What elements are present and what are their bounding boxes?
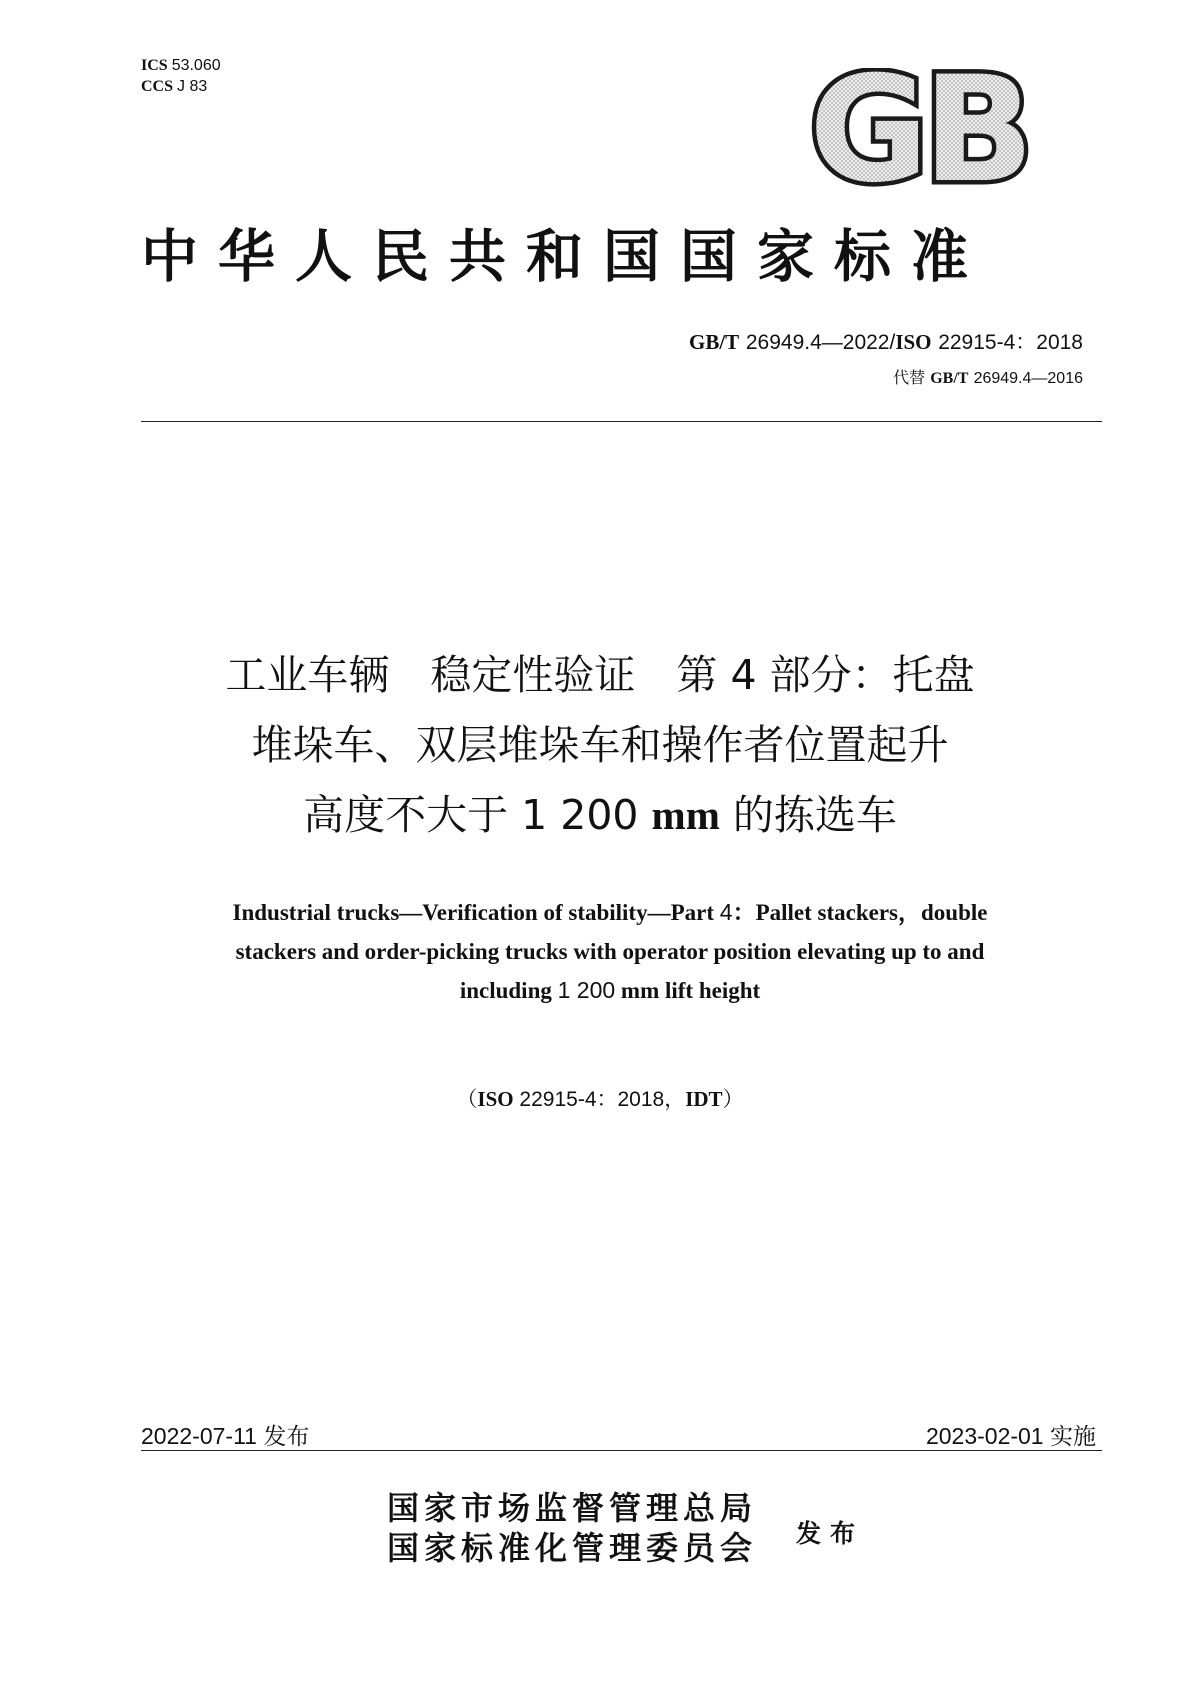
iso-reference bbox=[100, 1083, 1100, 1113]
chinese-title-line-3 bbox=[100, 780, 1100, 850]
ccs-label: CCS bbox=[141, 78, 174, 95]
issue-action-label: 发布 bbox=[796, 1519, 865, 1548]
iso-ref-mode: IDT bbox=[685, 1087, 723, 1111]
issuer-line-2: 国家标准化管理委员会 bbox=[387, 1529, 758, 1567]
replaces-prefix: GB/T bbox=[930, 370, 969, 387]
header-divider bbox=[141, 421, 1102, 422]
national-standard-title: 中华人民共和国国家标准 bbox=[141, 223, 988, 290]
iso-ref-number: 22915-4：2018， bbox=[513, 1088, 686, 1111]
english-title-line-2: stackers and order-picking trucks with operator position elevating up to and bbox=[235, 939, 985, 964]
iso-prefix: ISO bbox=[895, 330, 932, 354]
iso-number-value: 22915-4：2018 bbox=[938, 331, 1083, 354]
english-title-line-3-b: mm lift height bbox=[615, 978, 761, 1003]
ccs-value: J 83 bbox=[177, 78, 208, 95]
ics-label: ICS bbox=[141, 57, 168, 74]
english-title-line-1-b: ：Pallet stackers，double bbox=[732, 900, 988, 925]
iso-ref-open: （ bbox=[456, 1088, 478, 1111]
issue-date: 2022-07-11 发布 bbox=[141, 1423, 310, 1449]
ccs-code bbox=[141, 76, 221, 97]
english-title-part-number: 4 bbox=[719, 899, 733, 925]
std-number-value: 26949.4—2022/ bbox=[745, 331, 896, 354]
std-prefix: GB/T bbox=[688, 330, 740, 354]
chinese-title-line-1: 工业车辆 稳定性验证 第 4 部分：托盘 bbox=[225, 651, 975, 699]
issuer-line-1: 国家市场监督管理总局 bbox=[387, 1489, 758, 1527]
implementation-date: 2023-02-01 实施 bbox=[925, 1423, 1096, 1449]
chinese-title-unit: mm bbox=[651, 792, 720, 838]
standard-number bbox=[689, 326, 1083, 356]
classification-codes bbox=[141, 55, 221, 97]
iso-ref-prefix: ISO bbox=[477, 1087, 514, 1111]
gb-logo-text: GB bbox=[809, 68, 1029, 192]
english-title-height: 1 200 bbox=[557, 977, 616, 1003]
chinese-title bbox=[100, 640, 1100, 850]
replaces-standard bbox=[893, 365, 1083, 388]
issuing-authorities bbox=[387, 1488, 757, 1568]
chinese-title-line-3-a: 高度不大于 1 200 bbox=[303, 791, 652, 839]
english-title-line-3 bbox=[150, 971, 1070, 1010]
english-title-line-3-a: including bbox=[459, 978, 558, 1003]
footer-divider bbox=[141, 1450, 1102, 1451]
ics-value: 53.060 bbox=[171, 57, 221, 74]
chinese-title-line-3-b: 的拣选车 bbox=[719, 791, 897, 839]
replaces-number: 26949.4—2016 bbox=[973, 370, 1083, 387]
ics-code bbox=[141, 55, 221, 76]
english-title bbox=[150, 893, 1070, 1010]
gb-logo bbox=[805, 68, 1039, 192]
iso-ref-close: ） bbox=[722, 1088, 744, 1111]
chinese-title-line-2: 堆垛车、双层堆垛车和操作者位置起升 bbox=[251, 721, 949, 769]
replaces-label: 代替 bbox=[893, 368, 926, 387]
english-title-line-1-a: Industrial trucks—Verification of stability—Part bbox=[232, 900, 720, 925]
english-title-line-1 bbox=[150, 893, 1070, 932]
